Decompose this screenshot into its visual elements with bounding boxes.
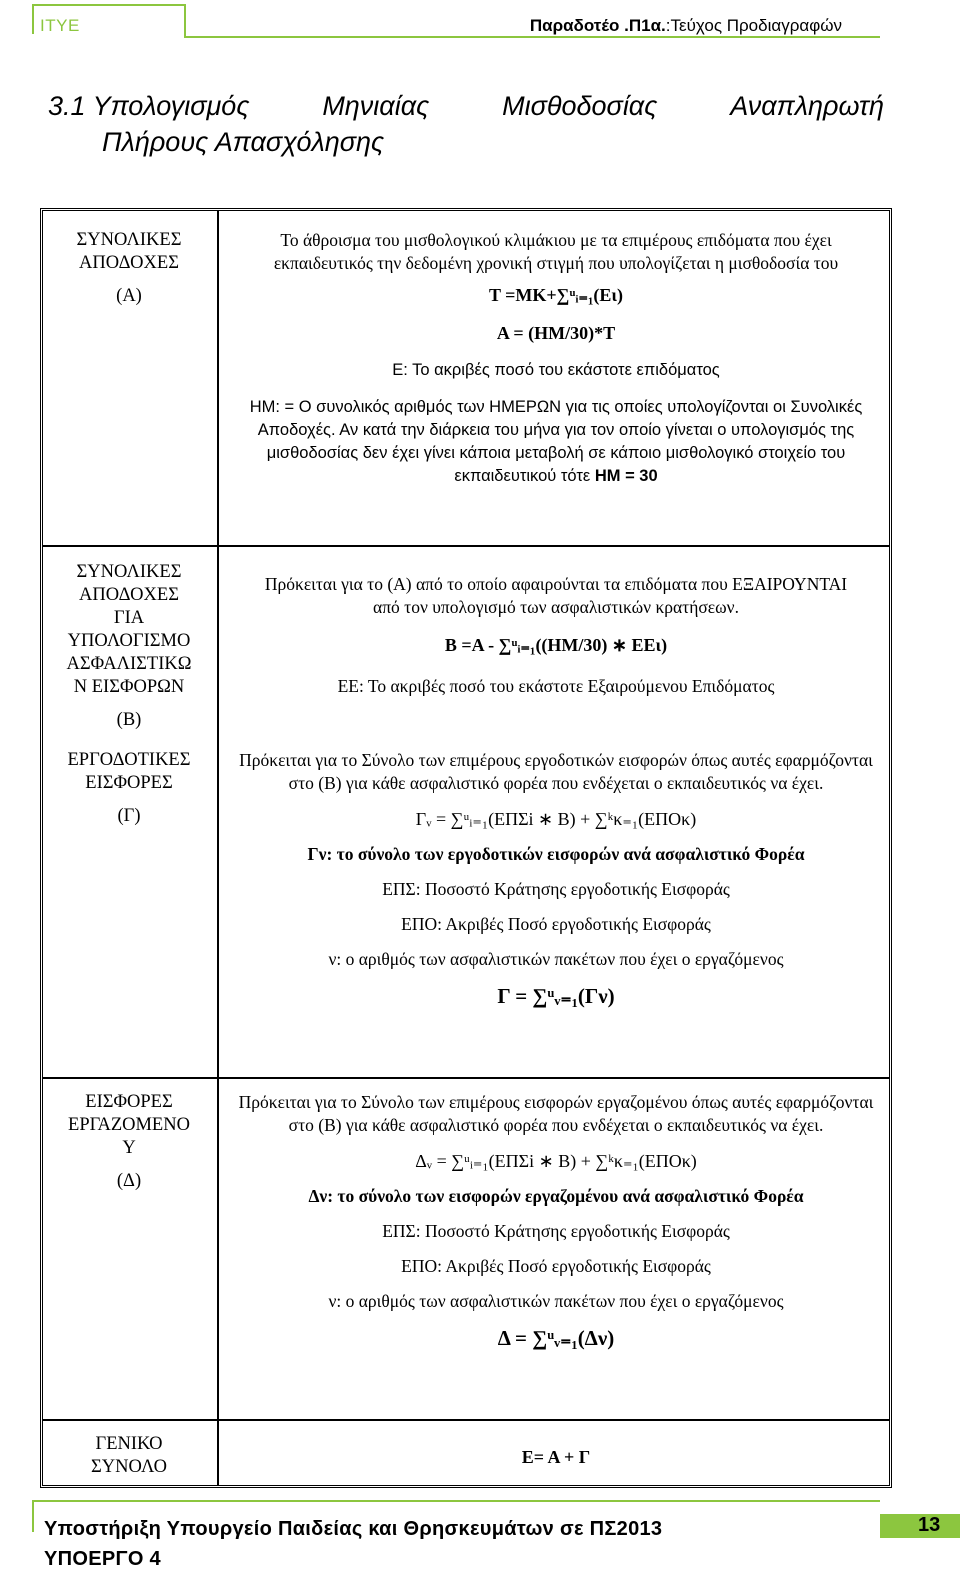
- definition-v: ν: ο αριθμός των ασφαλιστικών πακέτων που έχει ο εργαζόμενος: [328, 949, 784, 969]
- label-line: Υ: [122, 1138, 136, 1158]
- formula-d-total: Δ = ∑ᵘᵥ₌₁(Δν): [497, 1326, 615, 1350]
- row-divider: [43, 1077, 889, 1079]
- row-g-label: [49, 749, 209, 828]
- definition-ee: ΕΕ: Το ακριβές ποσό του εκάστοτε Εξαιρούμενου Επιδόματος: [337, 676, 775, 696]
- row-d-description: Πρόκειται για το Σύνολο των επιμέρους εισφορών εργαζομένου όπως αυτές εφαρμόζονται στο (Β) για κάθε ασφαλιστικό φορέα που ενδέχεται ο εκπαιδευτικός να έχει.: [238, 1092, 874, 1135]
- row-g-content: [233, 749, 879, 1008]
- row-b-label: [49, 561, 209, 732]
- label-line: ΓΙΑ: [113, 608, 145, 628]
- label-line: ΥΠΟΛΟΓΙΣΜΟ: [67, 631, 191, 651]
- row-code: (Δ): [116, 1171, 142, 1191]
- label-line: ΣΥΝΟΛΟ: [91, 1457, 167, 1477]
- label-line: ΣΥΝΟΛΙΚΕΣ: [76, 230, 182, 250]
- title-word: Μηνιαίας: [322, 91, 430, 121]
- header-doc-title: [530, 16, 842, 36]
- section-number: 3.1: [48, 91, 86, 121]
- definition-hm-part2: Αν κατά την διάρκεια του μήνα για τον οποίο γίνεται ο υπολογισμός της μισθοδοσίας δεν έχει γίνει κάποια μεταβολή σε κάποιο μισθολογικό στοιχείο του εκπαιδευτικού τότε: [266, 421, 855, 485]
- footer-text: [44, 1514, 662, 1574]
- footer-rule: [32, 1500, 880, 1502]
- header-doc-name: :Τεύχος Προδιαγραφών: [665, 16, 842, 35]
- section-title: [48, 88, 884, 160]
- header-org: ΙΤΥΕ: [40, 16, 80, 35]
- label-line: ΣΥΝΟΛΙΚΕΣ: [76, 562, 182, 582]
- header-frame-left: [32, 4, 34, 34]
- section-number-word1: [48, 88, 249, 124]
- row-d-content: [233, 1091, 879, 1350]
- row-divider: [43, 545, 889, 547]
- formula-gv: Γᵥ = ∑ᵘᵢ₌₁(ΕΠΣi ∗ Β) + ∑ᵏκ₌₁(ΕΠΟκ): [415, 809, 697, 829]
- page-number: 13: [918, 1514, 941, 1536]
- label-line: ΕΡΓΑΖΟΜΕΝΟ: [68, 1115, 190, 1135]
- definition-hm-part1: ΗΜ: = Ο συνολικός αριθμός των ΗΜΕΡΩΝ για τις οποίες υπολογίζονται οι Συνολικές Αποδοχές.: [249, 398, 863, 439]
- formula-e: Ε= Α + Γ: [521, 1447, 591, 1467]
- label-line: Ν ΕΙΣΦΟΡΩΝ: [73, 677, 185, 697]
- header-doc-code: Παραδοτέο .Π1α.: [529, 16, 666, 35]
- label-line: ΑΠΟΔΟΧΕΣ: [79, 585, 179, 605]
- formula-g-total: Γ = ∑ᵘᵥ₌₁(Γν): [497, 984, 615, 1008]
- label-line: ΑΠΟΔΟΧΕΣ: [79, 253, 179, 273]
- column-divider: [217, 211, 219, 1485]
- section-title-line2: Πλήρους Απασχόλησης: [102, 127, 385, 157]
- formula-t: Τ =ΜΚ+∑ᵘᵢ₌₁(Eι): [488, 285, 624, 305]
- definition-hm: [233, 396, 879, 488]
- formula-a: Α = (ΗΜ/30)*Τ: [496, 323, 616, 343]
- payroll-table: [40, 208, 892, 1488]
- definition-eps: ΕΠΣ: Ποσοστό Κράτησης εργοδοτικής Εισφοράς: [382, 879, 730, 899]
- definition-hm-value: ΗΜ = 30: [594, 467, 658, 485]
- row-a-content: [233, 229, 879, 488]
- footer-line2: ΥΠΟΕΡΓΟ 4: [44, 1548, 161, 1570]
- definition-e: Ε: Το ακριβές ποσό του εκάστοτε επιδόματος: [392, 361, 720, 379]
- definition-dv: Δν: το σύνολο των εισφορών εργαζομένου ανά ασφαλιστικό Φορέα: [308, 1186, 804, 1206]
- label-line: ΓΕΝΙΚΟ: [95, 1434, 163, 1454]
- definition-gv: Γν: το σύνολο των εργοδοτικών εισφορών ανά ασφαλιστικό Φορέα: [307, 844, 805, 864]
- footer-line1: Υποστήριξη Υπουργείο Παιδείας και Θρησκευμάτων σε ΠΣ2013: [44, 1518, 663, 1540]
- formula-dv: Δᵥ = ∑ᵘᵢ₌₁(ΕΠΣi ∗ Β) + ∑ᵏκ₌₁(ΕΠΟκ): [415, 1151, 697, 1171]
- title-word: Αναπληρωτή: [730, 91, 884, 121]
- row-code: (Γ): [117, 806, 141, 826]
- title-word: Μισθοδοσίας: [502, 91, 658, 121]
- row-e-content: [233, 1445, 879, 1469]
- label-line: ΕΡΓΟΔΟΤΙΚΕΣ: [67, 750, 191, 770]
- label-line: ΕΙΣΦΟΡΕΣ: [85, 1092, 173, 1112]
- row-d-label: [49, 1091, 209, 1193]
- header-rule: [184, 36, 880, 38]
- title-word: Υπολογισμός: [92, 91, 250, 121]
- definition-epo: ΕΠΟ: Ακριβές Ποσό εργοδοτικής Εισφοράς: [401, 914, 711, 934]
- definition-v: ν: ο αριθμός των ασφαλιστικών πακέτων που έχει ο εργαζόμενος: [328, 1291, 784, 1311]
- row-a-label: [49, 229, 209, 308]
- definition-eps: ΕΠΣ: Ποσοστό Κράτησης εργοδοτικής Εισφοράς: [382, 1221, 730, 1241]
- row-e-label: [49, 1433, 209, 1479]
- formula-b: Β =Α - ∑ᵘᵢ₌₁((ΗΜ/30) ∗ ΕΕι): [444, 635, 668, 655]
- footer-frame-left: [32, 1500, 34, 1532]
- row-divider: [43, 1419, 889, 1421]
- row-code: (Α): [116, 286, 142, 306]
- label-line: ΕΙΣΦΟΡΕΣ: [85, 773, 173, 793]
- row-b-content: [233, 573, 879, 698]
- definition-epo: ΕΠΟ: Ακριβές Ποσό εργοδοτικής Εισφοράς: [401, 1256, 711, 1276]
- row-g-description: Πρόκειται για το Σύνολο των επιμέρους εργοδοτικών εισφορών όπως αυτές εφαρμόζονται στο (Β) για κάθε ασφαλιστικό φορέα που ενδέχεται ο εκπαιδευτικός να έχει.: [239, 750, 873, 793]
- row-code: (Β): [116, 710, 142, 730]
- row-b-description: Πρόκειται για το (Α) από το οποίο αφαιρούνται τα επιδόματα που ΕΞΑΙΡΟΥΝΤΑΙ από τον υπολογισμό των ασφαλιστικών κρατήσεων.: [264, 574, 848, 617]
- label-line: ΑΣΦΑΛΙΣΤΙΚΩ: [66, 654, 192, 674]
- row-a-description: Το άθροισμα του μισθολογικού κλιμάκιου με τα επιμέρους επιδόματα που έχει εκπαιδευτικός την δεδομένη χρονική στιγμή που υπολογίζεται η μισθοδοσία του: [273, 230, 839, 273]
